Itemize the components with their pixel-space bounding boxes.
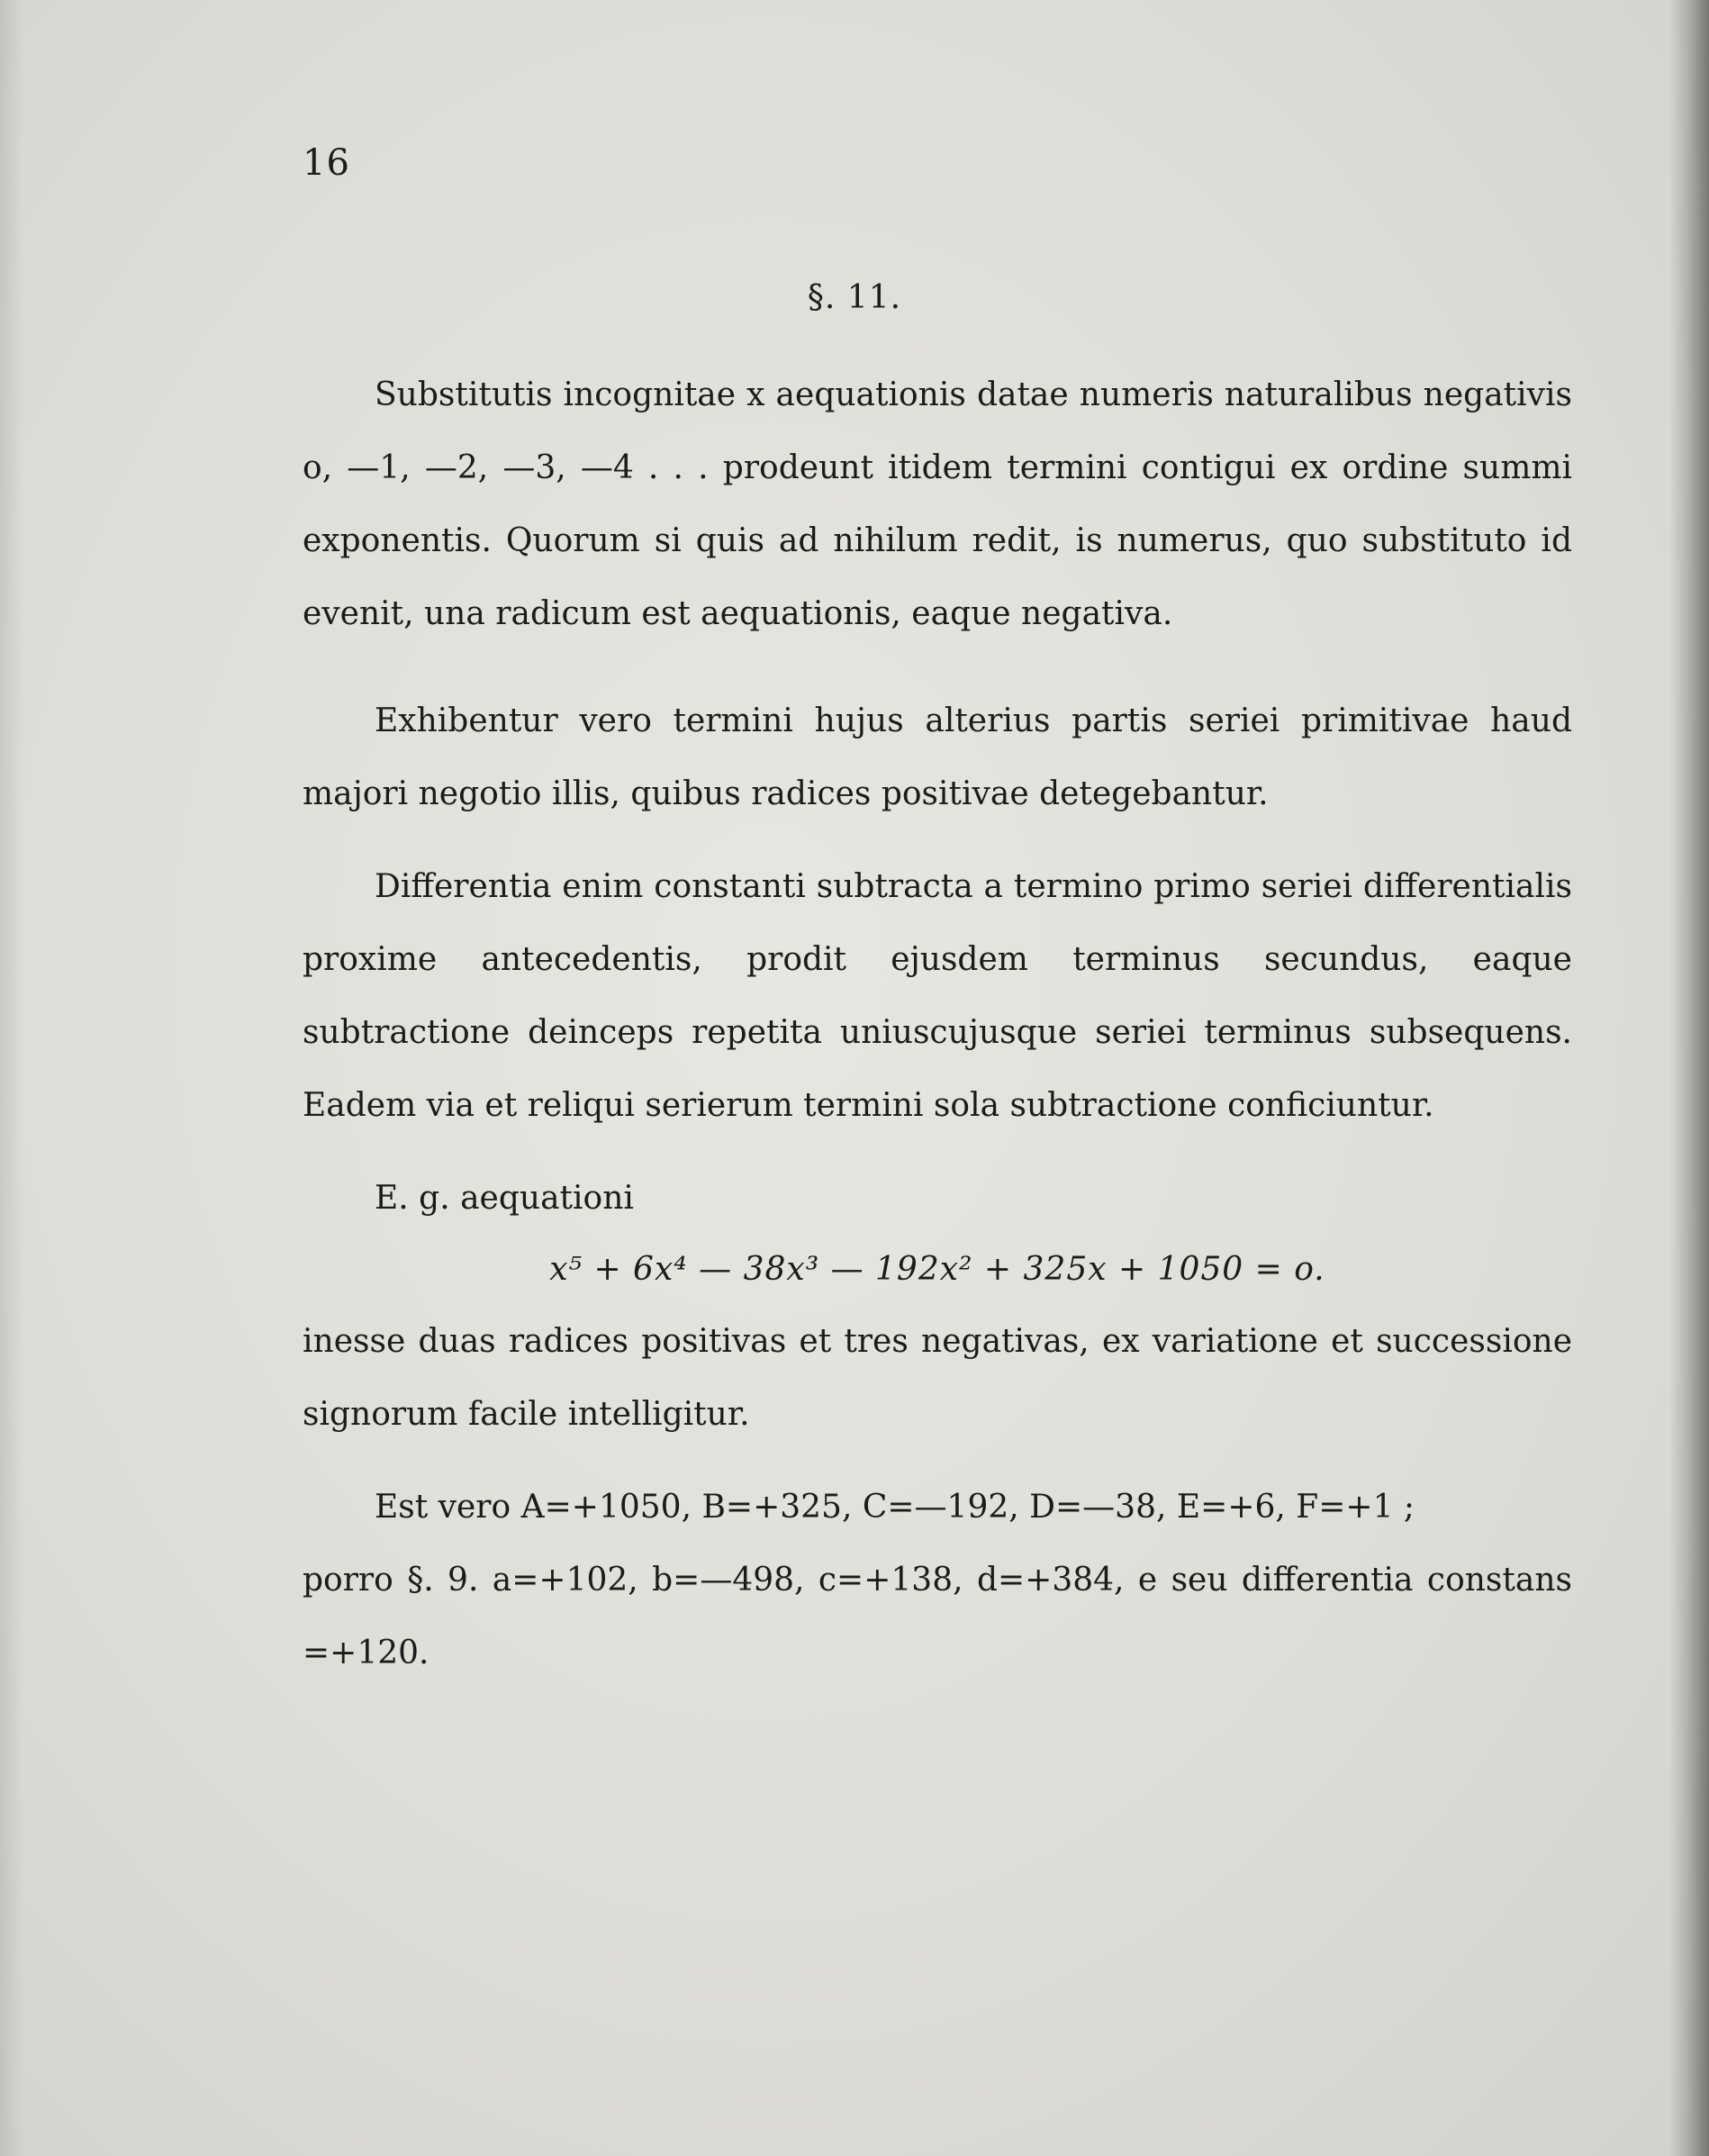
section-heading: §. 11. bbox=[807, 279, 902, 316]
paragraph-differences: porro §. 9. a=+102, b=—498, c=+138, d=+384, e seu differentia constans =+120. bbox=[303, 1562, 1572, 1671]
page-shadow-left bbox=[0, 0, 23, 2156]
example-equation bbox=[303, 1235, 1572, 1305]
paragraph-example-intro: E. g. aequationi bbox=[375, 1180, 634, 1217]
paragraph-roots: inesse duas radices positivas et tres negativas, ex variatione et successione signorum facile intelligitur. bbox=[303, 1323, 1572, 1433]
paragraph-coefficients: Est vero A=+1050, B=+325, C=—192, D=—38, E=+6, F=+1 ; bbox=[375, 1489, 1415, 1526]
paragraph-exhibentur: Exhibentur vero termini hujus alterius partis seriei primitivae haud majori negotio illis, quibus radices positivae detegebantur. bbox=[303, 702, 1572, 812]
page-number: 16 bbox=[303, 142, 350, 184]
body-text bbox=[303, 358, 1572, 1689]
page-shadow-right bbox=[1669, 0, 1709, 2156]
paragraph-substitution: Substitutis incognitae x aequationis datae numeris naturalibus negativis o, —1, —2, —3, —4 . . . prodeunt itidem termini contigui ex ordine summi exponentis. Quorum si quis ad nihilum redit, is numerus, quo substituto id evenit, una radicum est aequationis, eaque negativa. bbox=[303, 376, 1572, 632]
equation-text: x⁵ + 6x⁴ — 38x³ — 192x² + 325x + 1050 = o. bbox=[549, 1251, 1325, 1288]
paragraph-differentia: Differentia enim constanti subtracta a termino primo seriei differentialis proxime antecedentis, prodit ejusdem terminus secundus, eaque subtractione deinceps repetita uniuscujusque seriei terminus subsequens. Eadem via et reliqui serierum termini sola subtractione conficiuntur. bbox=[303, 868, 1572, 1124]
